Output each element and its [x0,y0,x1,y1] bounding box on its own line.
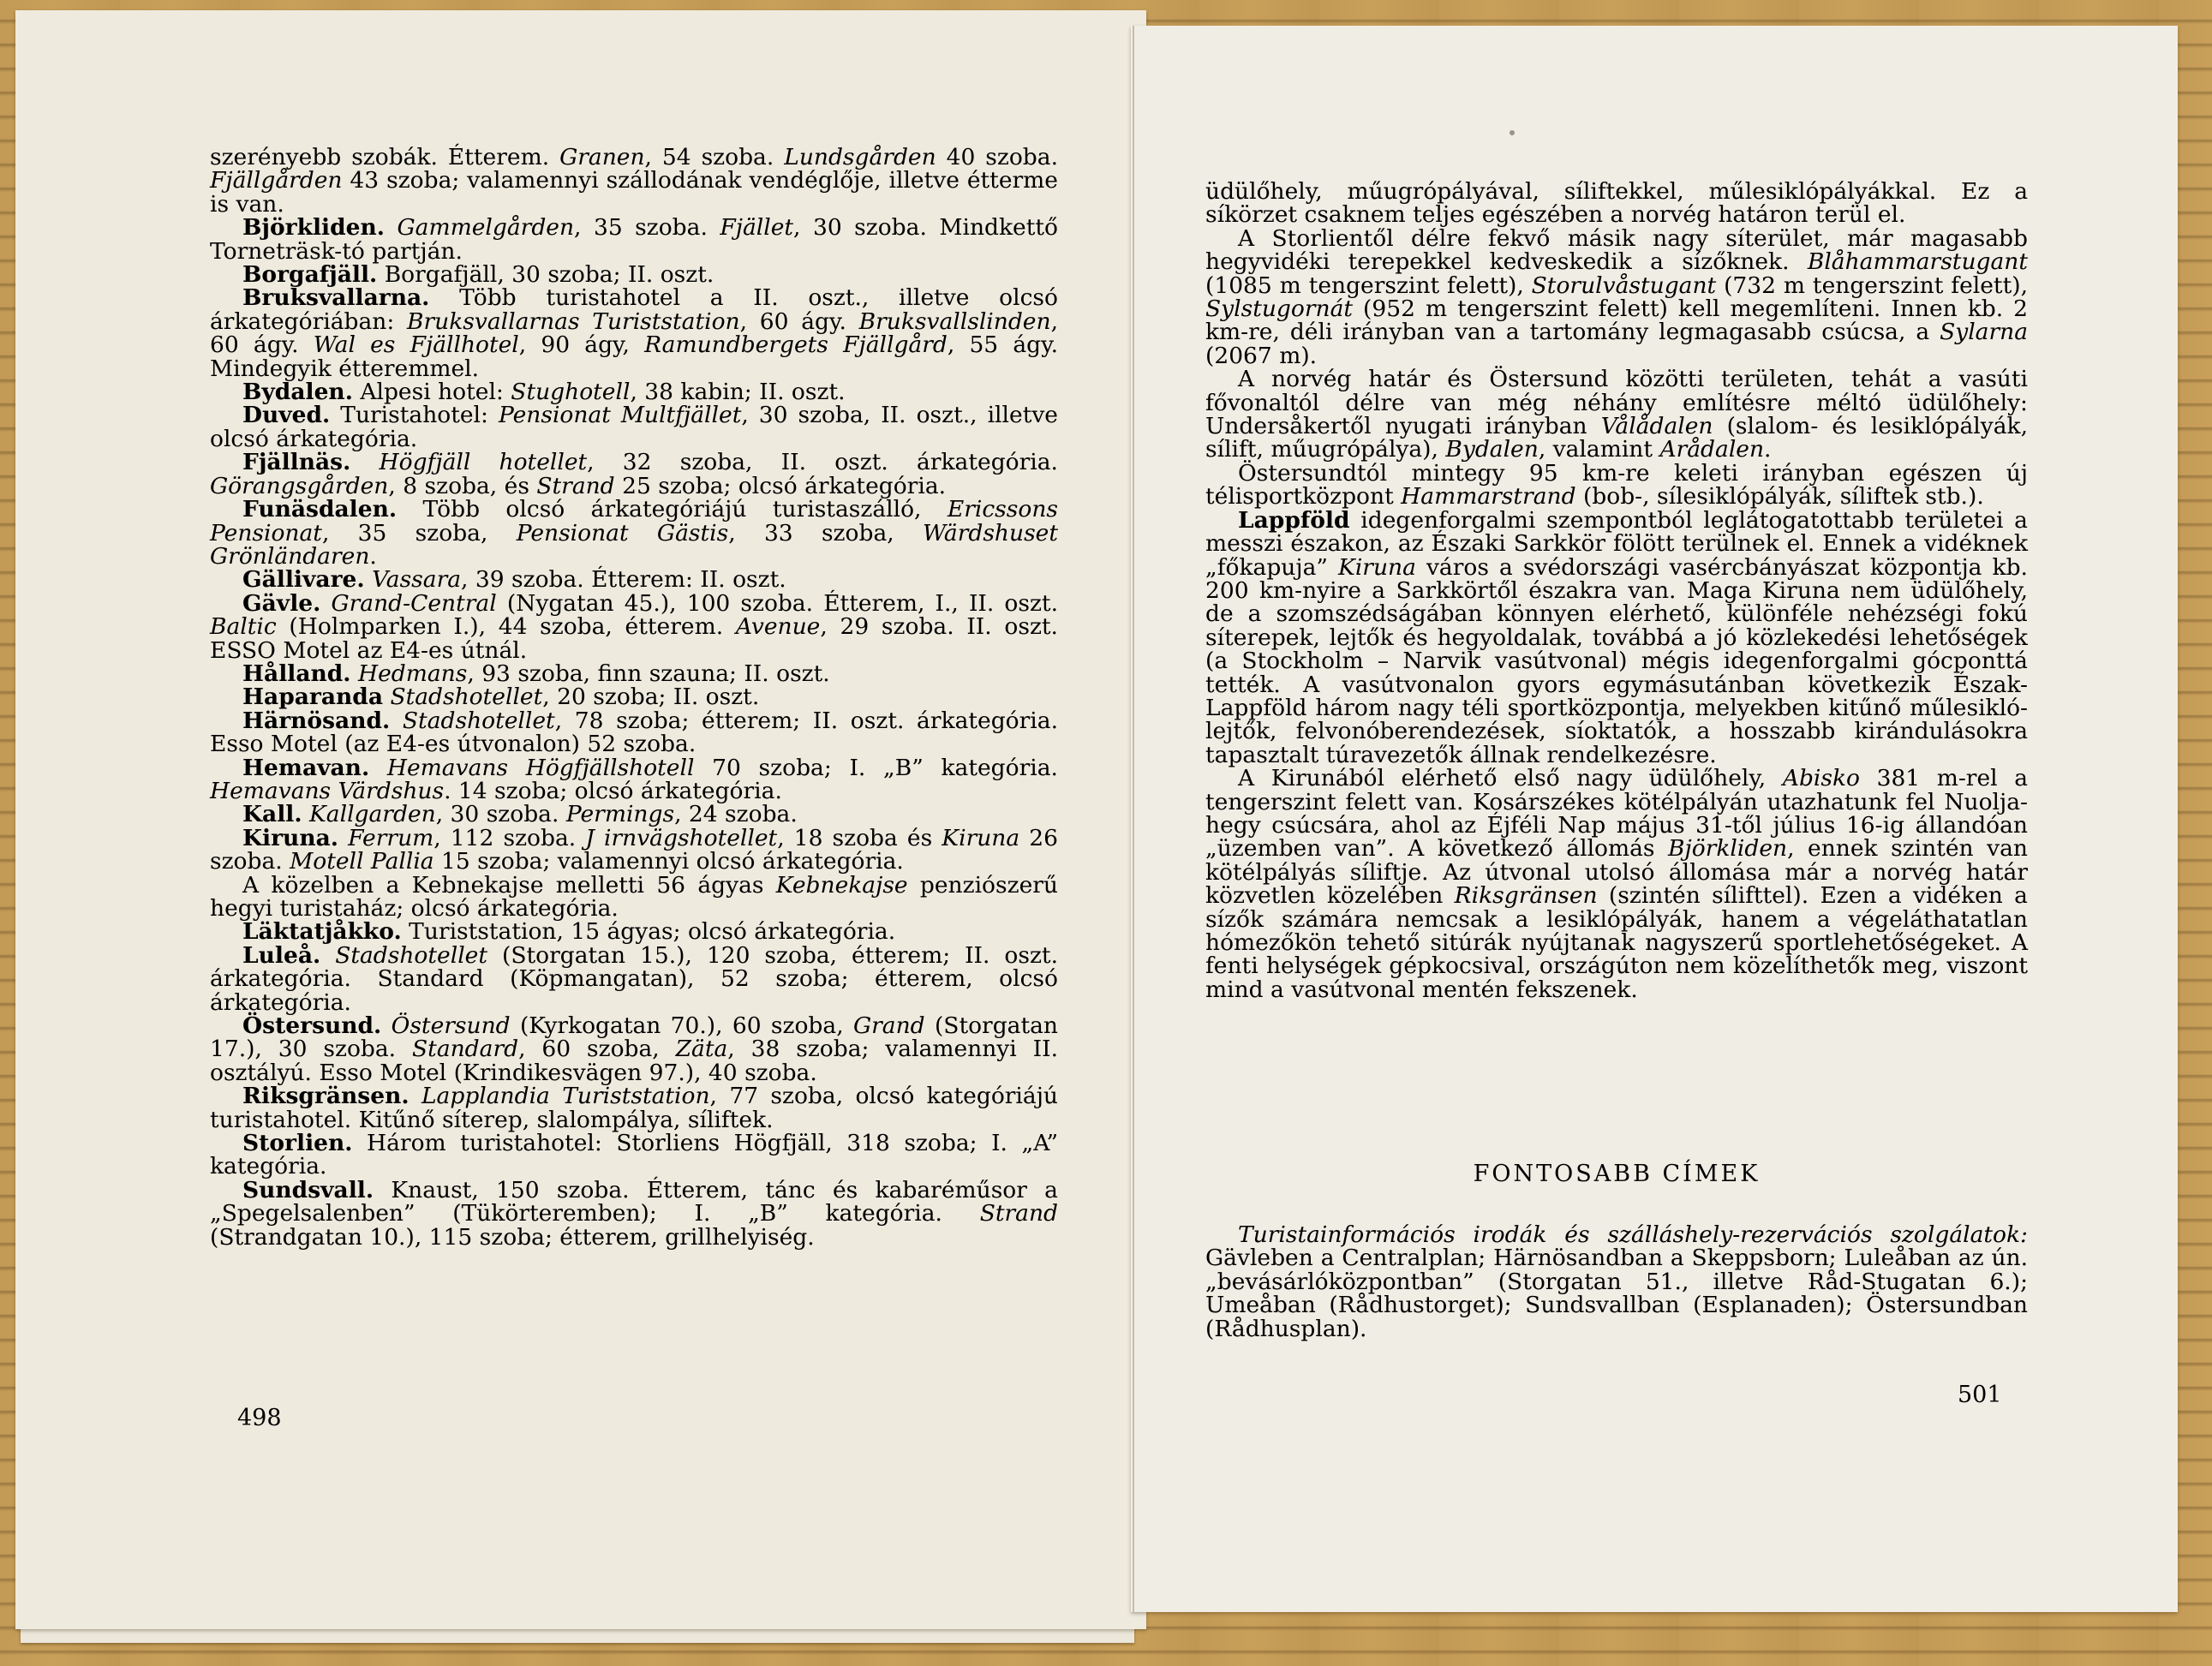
entry-heading: Funäsdalen. [242,496,398,523]
entry-text: (Nygatan 45.), 100 szoba. Étterem, I., II. oszt. [496,589,1058,617]
addresses-lead: Turistainformációs irodák és szálláshely-rezervációs szolgálatok: [1238,1221,2028,1248]
entry-heading: Sundsvall. [242,1176,374,1203]
italic-name: Stadshotellet [402,707,555,734]
entry-text: (slalom- és lesiklópályák, sílift, műugrópálya), [1205,413,2028,463]
entry-text: , 60 ágy. [210,308,1058,359]
entry-text: (Storgatan 15.), 120 szoba, étterem; II. oszt. árkategória. Standard (Köpmangatan), 52 szoba; étterem, olcsó árkategória. [210,941,1058,1016]
entry-text [369,755,387,781]
italic-name: Östersund [391,1012,511,1040]
entry-text: A közelben a Kebnekajse melletti 56 ágyas [242,871,776,899]
italic-name: Bydalen [1445,436,1539,463]
italic-name: Standard [412,1036,519,1063]
entry-heading: Gällivare. [242,566,365,594]
italic-name: Görangsgården [210,472,389,499]
hotel-entry [210,662,1058,685]
entry-text: 40 szoba. [936,144,1058,170]
entry-heading: Fjällnäs. [242,449,351,476]
hotel-entry [210,918,1058,946]
entry-text: (szintén sílifttel). Ezen a vidéken a sízők számára nemcsak a lesiklópályák, hanem a végeláthatatlan hómezőkön tehető sitúrák nyújtanak nagyszerű sportlehetőségeket. A fenti helységek gépkocsival, országúton nem közelíthetők meg, viszont mind a vasútvonal mentén fekszenek. [1205,882,2028,1003]
entry-text: , 35 szoba, [321,519,517,546]
entry-text [365,566,372,593]
entry-heading: Hålland. [242,660,351,687]
italic-name: Grand [852,1012,925,1040]
body-entry [1205,506,2028,768]
hotel-entry [210,941,1058,1016]
italic-name: Hemavans Högfjällshotell [386,754,695,781]
hotel-entry [210,756,1058,803]
entry-text [320,942,335,969]
italic-name: Vålådalen [1600,413,1713,440]
body-entry [1205,459,2028,511]
entry-heading: Härnösand. [242,707,391,734]
entry-text: , 93 szoba, finn szauna; II. oszt. [467,660,830,687]
entry-text: Turiststation, 15 ágyas; olcsó árkategória. [401,918,896,946]
italic-name: Kebnekajse [775,871,908,899]
italic-name: Blåhammarstugant [1807,248,2028,276]
italic-name: Zäta [675,1036,728,1063]
entry-heading: Kiruna. [242,824,338,851]
entry-text: üdülőhely, műugrópályával, síliftekkel, műlesiklópályákkal. Ez a síkörzet csaknem teljes egészében a norvég határon terül el. [1205,178,2028,229]
hotel-entry [210,824,1058,875]
left-page-text [210,146,1058,1249]
entry-text: (732 m tengerszint felett), [1716,272,2028,299]
italic-name: Lapplandia Turiststation [421,1083,710,1110]
italic-name: Ramundbergets Fjällgård [644,331,948,359]
hotel-entry [210,1014,1058,1084]
entry-heading: Luleå. [242,941,321,969]
entry-text: , 38 kabin; II. oszt. [630,379,846,406]
entry-text: Turistahotel: [330,402,499,429]
entry-text: (952 m tengerszint felett) kell megemlíteni. Innen kb. 2 km-re, déli irányban van a tartomány legmagasabb csúcsa, a [1205,296,2028,346]
entry-text [320,590,331,617]
entry-text: Östersundtól mintegy 95 km-re keleti irányban egészen új télisportközpont [1205,459,2028,511]
hotel-entry [210,498,1058,568]
entry-heading: Riksgränsen. [242,1083,410,1110]
paper-speck [1510,130,1515,135]
italic-name: Strand [536,472,615,499]
italic-name: Hedmans [357,660,468,687]
entry-text: Három turistahotel: Storliens Högfjäll, 318 szoba; I. „A” kategória. [210,1130,1058,1180]
hotel-entry [210,146,1058,216]
body-entry [1205,224,2028,369]
entry-heading: Borgafjäll. [242,261,378,289]
italic-name: Sylstugornát [1205,296,1354,323]
entry-text: , 30 szoba, II. oszt., illetve olcsó árkategória. [210,402,1058,452]
italic-name: Ferrum [348,824,434,851]
entry-text: , 78 szoba; étterem; II. oszt. árkategória. Esso Motel (az E4-es útvonalon) 52 szoba. [210,707,1058,758]
hotel-entry [210,1084,1058,1132]
entry-text: 15 szoba; valamennyi olcsó árkategória. [433,848,904,875]
entry-text: , 38 szoba; valamennyi II. osztályú. Esso Motel (Krindikesvägen 97.), 40 szoba. [210,1036,1059,1086]
entry-text: A Storlientől délre fekvő másik nagy síterület, már magasabb hegyvidéki terepekkel kedveskedik a sízőknek. [1205,224,2028,276]
hotel-entry [210,566,1058,594]
entry-text: (Kyrkogatan 70.), 60 szoba, [510,1012,853,1040]
entry-heading: Duved. [242,402,331,429]
addresses-text: Gävleben a Centralplan; Härnösandban a Skeppsborn; Luleåban az ún. „bevásárlóközpontban” (Storgatan 51., illetve Råd-Stugatan 6.); Umeåban (Rådhustorget); Sundsvallban (Esplanaden); Östersundban (Rådhusplan). [1205,1245,2028,1342]
entry-text: , 60 szoba, [518,1036,676,1063]
italic-name: Stughotell [511,379,631,406]
entry-text: idegenforgalmi szempontból leglátogatottabb területei a messzi északon, az Északi Sarkkör fölött terülnek el. Ennek a vidéknek „főkapuja” [1205,506,2028,581]
entry-text: , 24 szoba. [674,801,798,828]
entry-text: , ennek szintén van kötélpályás síliftje. Az útvonal utolsó állomása már a norvég határ közvetlen közelében [1205,835,2028,910]
entry-heading: Björkliden. [242,214,386,242]
entry-text: Borgafjäll, 30 szoba; II. oszt. [377,261,714,289]
book-gutter [1133,26,1134,1612]
hotel-entry [210,684,1058,711]
entry-text: , 33 szoba, [728,519,923,546]
italic-name: Kiruna [942,824,1020,851]
italic-name: Permings [565,801,675,828]
entry-text [350,449,379,475]
entry-text: penziószerű hegyi turistaház; olcsó árkategória. [210,871,1058,922]
entry-text: , 30 szoba. [435,801,566,828]
entry-text: (1085 m tengerszint felett), [1205,272,1532,299]
entry-text: , 18 szoba és [777,824,942,851]
italic-name: Vassara [372,566,462,594]
italic-name: Ericssons Pensionat [210,496,1058,546]
entry-text: , 8 szoba, és [388,472,537,499]
entry-text: 381 m-rel a tengerszint felett van. Kosárszékes kötélpályán utazhatunk fel Nuolja-hegy csúcsára, ahol az Éjféli Nap május 31-től július 16-ig állandóan „üzemben van”. A következő állomás [1205,765,2029,863]
italic-name: Stadshotellet [390,684,543,711]
italic-name: Baltic [210,613,277,641]
italic-name: Wärdshuset Grönländaren [210,519,1058,570]
entry-text [351,660,358,687]
entry-heading: Läktatjåkko. [242,918,402,946]
right-page-text [1205,180,2028,1001]
entry-text: , valamint [1538,436,1660,463]
entry-text: Alpesi hotel: [352,379,511,406]
entry-text: , 29 szoba. II. oszt. ESSO Motel az E4-es útnál. [210,613,1058,664]
entry-text: A norvég határ és Östersund közötti területen, tehát a vasúti fővonaltól délre van még néhány említésre méltó üdülőhely: Undersåkertől nyugati irányban [1205,366,2028,440]
italic-name: Pensionat Gästis [516,519,729,546]
italic-name: Bruksvallarnas Turiststation [407,308,740,335]
entry-heading: Bruksvallarna. [242,284,430,312]
entry-text: , 60 ágy. [739,308,859,335]
hotel-entry [210,403,1058,451]
entry-text: 26 szoba. [210,824,1058,875]
entry-text: , 54 szoba. [644,144,785,170]
entry-heading: Hemavan. [242,754,370,781]
entry-text: , 20 szoba; II. oszt. [542,684,760,711]
italic-name: J irnvägshotellet [585,824,778,851]
entry-heading: Storlien. [242,1130,353,1157]
hotel-entry [210,216,1058,263]
entry-text: , 39 szoba. Étterem: II. oszt. [461,566,786,594]
entry-text: . [1764,436,1772,463]
entry-text: (2067 m). [1205,342,1318,369]
entry-text [338,825,348,851]
entry-text [385,214,398,241]
entry-heading: Gävle. [242,589,321,617]
italic-name: Hemavans Värdshus [210,777,445,804]
hotel-entry [210,286,1058,380]
entry-text: , 32 szoba, II. oszt. árkategória. [587,449,1058,476]
entry-text: Több turistahotel a II. oszt., illetve olcsó árkategóriában: [210,284,1058,335]
italic-name: Gammelgården [397,214,575,242]
entry-text: , 90 ágy, [518,331,645,359]
italic-name: Lundsgården [784,144,936,170]
page-number-left: 498 [237,1405,282,1431]
italic-name: Avenue [735,613,821,641]
italic-name: Strand [979,1200,1058,1227]
italic-name: Björkliden [1668,835,1788,863]
entry-heading: Bydalen. [242,379,353,406]
italic-name: Grand-Central [331,589,497,617]
italic-name: Abisko [1782,765,1861,792]
entry-text: , 112 szoba. [433,824,586,851]
hotel-entry [210,589,1058,664]
page-number-right: 501 [1958,1382,2002,1408]
italic-name: Motell Pallia [290,848,434,875]
hotel-entry [210,709,1058,756]
entry-text: szerényebb szobák. Étterem. [210,144,560,170]
entry-text: 70 szoba; I. „B” kategória. [694,754,1058,781]
entry-text: (Storgatan 17.), 30 szoba. [210,1012,1058,1063]
italic-name: Arådalen [1659,436,1765,463]
entry-text: , 30 szoba. Mindkettő Torneträsk-tó partján. [210,214,1058,265]
entry-text: A Kirunából elérhető első nagy üdülőhely, [1238,765,1783,792]
section-title: FONTOSABB CÍMEK [1473,1161,1761,1187]
hotel-entry [210,451,1058,498]
entry-text: Knaust, 150 szoba. Étterem, tánc és kabaréműsor a „Spegelsalenben” (Tükörteremben); I. „B” kategória. [210,1176,1058,1227]
italic-name: Granen [559,144,645,170]
entry-text: (Holmparken I.), 44 szoba, étterem. [276,613,736,641]
italic-name: Sylarna [1940,319,2028,346]
body-entry [1205,180,2028,227]
entry-text: 25 szoba; olcsó árkategória. [614,472,947,499]
body-entry [1205,367,2028,462]
entry-text: (bob-, sílesiklópályák, síliftek stb.). [1575,483,1984,511]
entry-text: , 77 szoba, olcsó kategóriájú turistahotel. Kitűnő síterep, slalompálya, síliftek. [210,1083,1058,1133]
entry-text: (Strandgatan 10.), 115 szoba; étterem, grillhelyiség. [210,1223,815,1251]
italic-name: Pensionat Multfjället [498,402,742,429]
addresses-paragraph [1205,1223,2028,1341]
entry-text: 43 szoba; valamennyi szállodának vendéglője, illetve étterme is van. [210,167,1058,218]
entry-text: . 14 szoba; olcsó árkategória. [444,777,782,804]
hotel-entry [210,871,1058,922]
entry-text [381,1012,391,1039]
hotel-entry [210,1176,1058,1251]
entry-text: . [369,542,377,570]
hotel-entry [210,379,1058,406]
hotel-entry [210,261,1058,289]
entry-text: , 55 ágy. Mindegyik étteremmel. [210,331,1058,382]
italic-name: Kiruna [1338,553,1416,581]
entry-text: , 35 szoba. [574,214,720,242]
hotel-entry [210,803,1058,826]
body-entry [1205,767,2028,1001]
italic-name: Fjällgården [210,167,343,194]
italic-name: Stadshotellet [335,941,488,969]
italic-name: Fjället [720,214,794,242]
entry-heading: Kall. [242,801,302,828]
entry-text [390,708,403,734]
italic-name: Hammarstrand [1401,483,1576,511]
italic-name: Kallgarden [309,801,436,828]
italic-name: Riksgränsen [1454,882,1598,910]
italic-name: Bruksvallslinden [858,308,1051,335]
entry-text: város a svédországi vasércbányászat központja kb. 200 km-nyire a Sarkkörtől északra van. Maga Kiruna nem üdülőhely, de a szomszédságában könnyen elérhető, különféle nehézségi fokú síterepek, lejtők és hegyoldalak, továbbá a jó közlekedési lehetőségek (a Stockholm – Narvik vasútvonal) mégis idegenforgalmi gócponttá tették. A vasútvonalon gyors egymásutánban következik Észak-Lappföld három nagy téli sportközpontja, melyekben kitűnő műlesikló-lejtők, felvonóberendezések, síoktatók, a hosszabb kirándulásokra tapasztalt túravezetők állnak rendelkezésre. [1205,553,2028,768]
italic-name: Högfjäll hotellet [379,449,588,476]
entry-text: Több olcsó árkategóriájú turistaszálló, [397,496,948,523]
italic-name: Wal es Fjällhotel [313,331,519,359]
entry-heading: Östersund. [242,1012,382,1040]
entry-heading: Lappföld [1238,506,1350,534]
hotel-entry [210,1132,1058,1179]
entry-heading: Haparanda [242,684,384,711]
entry-text [410,1083,421,1109]
italic-name: Storulvåstugant [1531,272,1717,299]
entry-text [302,801,309,827]
